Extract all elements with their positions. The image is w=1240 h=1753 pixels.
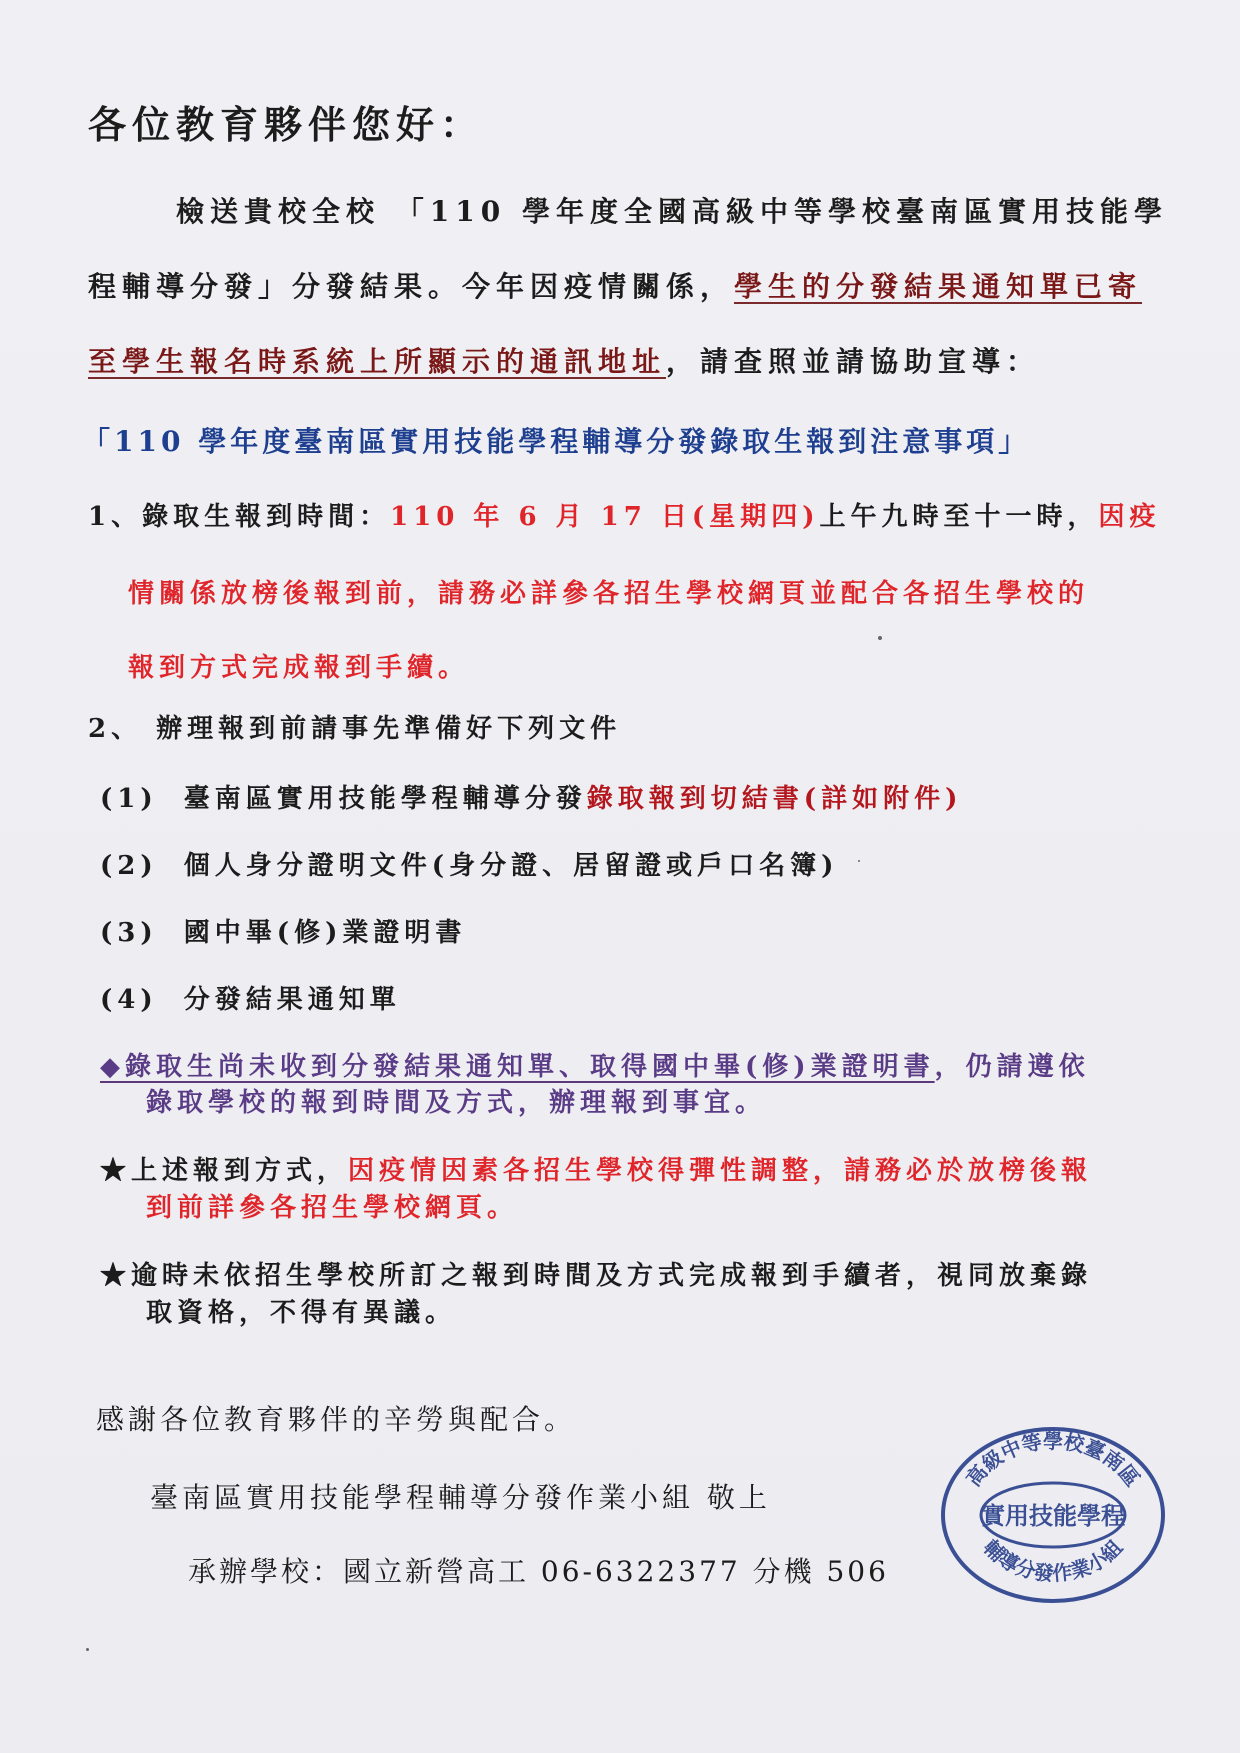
- doc-item-1-highlight: 錄取報到切結書(詳如附件): [586, 784, 963, 814]
- doc-item-4-num: (4): [100, 985, 158, 1015]
- doc-item-1-text: 臺南區實用技能學程輔導分發: [183, 784, 587, 814]
- intro-line-2: [88, 265, 1142, 305]
- item-2-label: 2、 辦理報到前請事先準備好下列文件: [88, 714, 622, 744]
- item-1-time: 上午九時至十一時，: [819, 502, 1099, 532]
- star-note-2-line-1: ★逾時未依招生學校所訂之報到時間及方式完成報到手續者，視同放棄錄: [100, 1261, 1093, 1291]
- greeting: 各位教育夥伴您好：: [88, 102, 485, 147]
- doc-item-3-text: 國中畢(修)業證明書: [183, 918, 467, 948]
- star-note-1-line-2: 到前詳參各招生學校網頁。: [146, 1193, 519, 1223]
- intro-line-3-text: ，請查照並請協助宣導：: [666, 345, 1041, 378]
- intro-underline-2: 至學生報名時系統上所顯示的通訊地址: [88, 345, 667, 378]
- star-note-2-line-2: 取資格，不得有異議。: [146, 1298, 457, 1328]
- scan-speck: [86, 1648, 89, 1651]
- item-1-date: 110 年 6 月 17 日(星期四): [390, 502, 820, 532]
- seal-center-text: 實用技能學程: [981, 1501, 1125, 1530]
- star-note-1-line-1: [100, 1150, 1092, 1187]
- doc-item-4-text: 分發結果通知單: [183, 985, 401, 1015]
- notice-title: 「110 學年度臺南區實用技能學程輔導分發錄取生報到注意事項」: [82, 425, 1031, 458]
- contact-line: 承辦學校：國立新營高工 06-6322377 分機 506: [188, 1555, 889, 1588]
- thanks-line: 感謝各位教育夥伴的辛勞與配合。: [96, 1403, 577, 1436]
- seal-top-text: 高級中等學校臺南區: [961, 1429, 1145, 1491]
- doc-item-4: [100, 979, 401, 1016]
- doc-item-3-num: (3): [100, 918, 158, 948]
- doc-item-2-num: (2): [100, 851, 158, 881]
- item-1-line-1: [88, 496, 1161, 533]
- item-1-warning-line-3: 報到方式完成報到手續。: [128, 653, 470, 683]
- diamond-note-line-2: 錄取學校的報到時間及方式，辦理報到事宜。: [146, 1088, 767, 1118]
- scan-speck: [858, 860, 860, 862]
- doc-item-1: [100, 778, 962, 815]
- item-1-label: 1、錄取生報到時間：: [88, 502, 391, 532]
- diamond-note-underlined: ◆錄取生尚未收到分發結果通知單、取得國中畢(修)業證明書: [100, 1052, 935, 1082]
- intro-underline-1: 學生的分發結果通知單已寄: [734, 270, 1143, 303]
- star-note-1-warning: 因疫情因素各招生學校得彈性調整，請務必於放榜後報: [348, 1156, 1093, 1186]
- intro-line-3: [88, 340, 1040, 380]
- diamond-note-line-1: [100, 1046, 1090, 1083]
- doc-item-2: [100, 845, 838, 882]
- official-seal: [938, 1425, 1168, 1605]
- signature-line: 臺南區實用技能學程輔導分發作業小組 敬上: [150, 1481, 771, 1514]
- diamond-note-tail: ，仍請遵依: [934, 1052, 1090, 1082]
- item-1-warning-start: 因疫: [1098, 502, 1161, 532]
- doc-item-3: [100, 912, 466, 949]
- intro-line-1: 檢送貴校全校 「110 學年度全國高級中等學校臺南區實用技能學: [176, 195, 1168, 228]
- star-note-1-lead: ★上述報到方式，: [100, 1156, 349, 1186]
- doc-item-1-num: (1): [100, 784, 158, 814]
- item-1-warning-line-2: 情關係放榜後報到前，請務必詳參各招生學校網頁並配合各招生學校的: [128, 579, 1090, 609]
- seal-bottom-text: 輔導分發作業小組: [978, 1535, 1128, 1586]
- intro-line-2-text: 程輔導分發」分發結果。今年因疫情關係，: [88, 270, 735, 303]
- scan-speck: [878, 636, 882, 640]
- doc-item-2-text: 個人身分證明文件(身分證、居留證或戶口名簿): [183, 851, 839, 881]
